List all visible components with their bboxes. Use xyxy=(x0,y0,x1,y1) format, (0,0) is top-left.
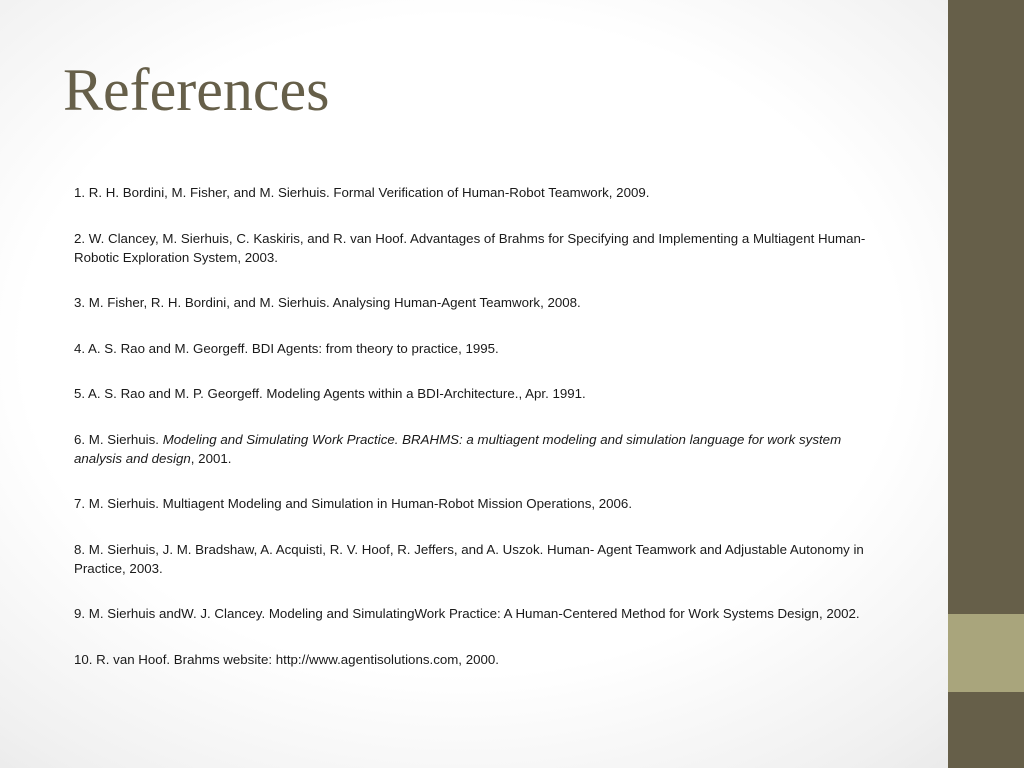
reference-text-after: , 2001. xyxy=(190,450,232,466)
reference-text: 6. M. Sierhuis. xyxy=(74,431,163,447)
reference-text: 3. M. Fisher, R. H. Bordini, and M. Sierhuis. Analysing Human-Agent Teamwork, 2008. xyxy=(74,295,581,310)
reference-title-italic: Modeling and Simulating Work Practice. BRAHMS: a multiagent modeling and simulation language for work system analysis and design xyxy=(74,431,842,466)
reference-text: 10. R. van Hoof. Brahms website: http://www.agentisolutions.com, 2000. xyxy=(74,651,499,667)
reference-item xyxy=(74,494,884,513)
reference-text: 2. W. Clancey, M. Sierhuis, C. Kaskiris, and R. van Hoof. Advantages of Brahms for Specifying and Implementing a Multiagent Human-Robotic Exploration System, 2003. xyxy=(74,230,866,265)
reference-text: 1. R. H. Bordini, M. Fisher, and M. Sierhuis. Formal Verification of Human-Robot Teamwork, 2009. xyxy=(74,185,650,200)
side-accent-block xyxy=(948,614,1024,692)
reference-item xyxy=(74,604,884,623)
reference-item xyxy=(74,650,884,669)
reference-item xyxy=(74,183,884,202)
reference-list xyxy=(74,183,884,695)
reference-text: 4. A. S. Rao and M. Georgeff. BDI Agents: from theory to practice, 1995. xyxy=(74,340,499,356)
reference-text: 8. M. Sierhuis, J. M. Bradshaw, A. Acquisti, R. V. Hoof, R. Jeffers, and A. Uszok. Human- Agent Teamwork and Adjustable Autonomy in Practice, 2003. xyxy=(74,541,864,576)
reference-item xyxy=(74,339,884,358)
reference-item xyxy=(74,293,884,312)
reference-text: 7. M. Sierhuis. Multiagent Modeling and Simulation in Human-Robot Mission Operations, 2006. xyxy=(74,496,633,511)
reference-item xyxy=(74,384,884,403)
reference-item xyxy=(74,430,884,468)
slide-title: References xyxy=(63,57,330,123)
reference-text: 9. M. Sierhuis andW. J. Clancey. Modeling and SimulatingWork Practice: A Human-Centered Method for Work Systems Design, 2002. xyxy=(74,606,860,621)
reference-text: 5. A. S. Rao and M. P. Georgeff. Modeling Agents within a BDI-Architecture., Apr. 1991. xyxy=(74,386,586,401)
reference-item xyxy=(74,540,884,578)
reference-item xyxy=(74,229,884,267)
